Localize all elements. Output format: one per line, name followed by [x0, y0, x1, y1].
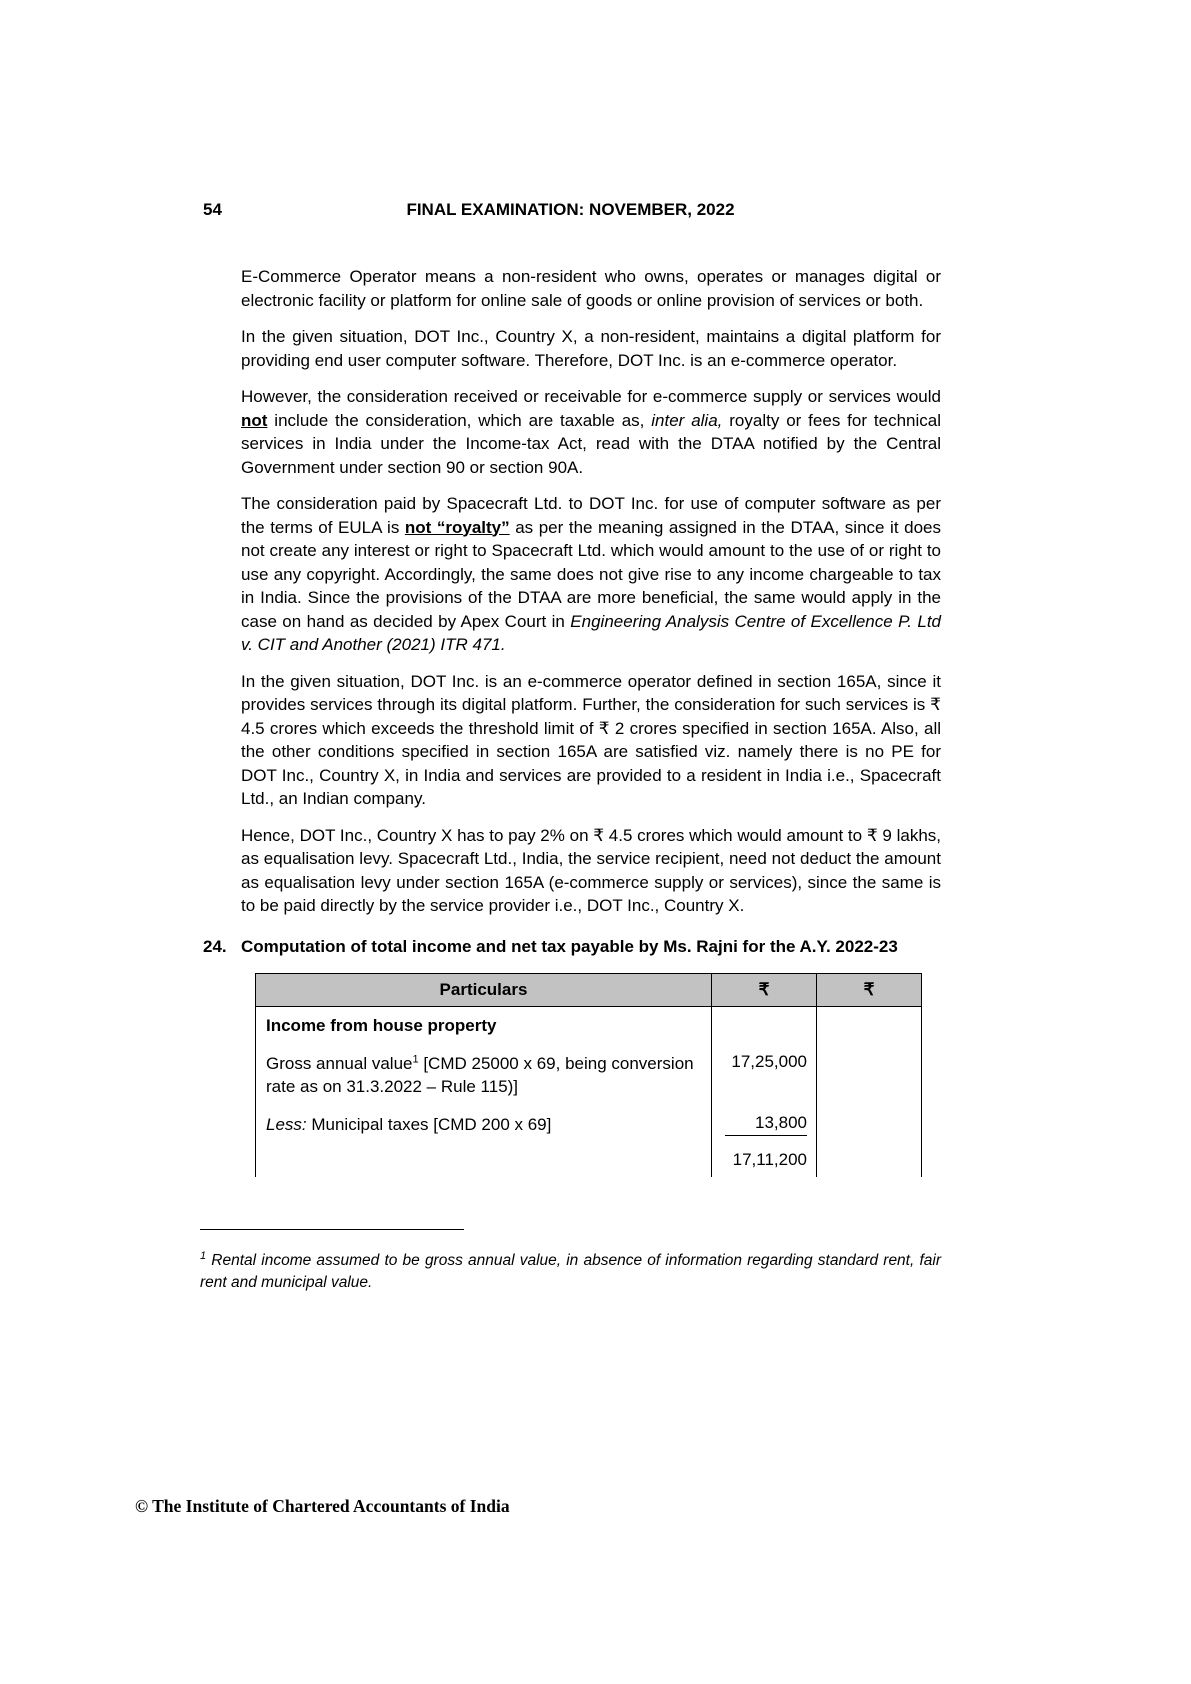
table-row-net-annual-value: [256, 1143, 922, 1177]
table-cell-amount-1: 17,11,200: [712, 1143, 817, 1177]
footnote-separator: [200, 1229, 464, 1230]
municipal-taxes-amount: 13,800: [725, 1113, 807, 1136]
table-cell-particulars: Income from house property: [256, 1007, 712, 1045]
paragraph-consideration-exclusion: However, the consideration received or receivable for e-commerce supply or services would not include the consideration, which are taxable as, inter alia, royalty or fees for technical services in India under the Income-tax Act, read with the DTAA notified by the Central Government under section 90 or section 90A.: [241, 387, 941, 477]
table-header-rupee-1: ₹: [712, 974, 817, 1007]
table-cell-amount-1: [712, 1106, 817, 1144]
table-cell-particulars: Gross annual value$^1$ [CMD 25000 x 69, being conversion rate as on 31.3.2022 – Rule 115)]: [256, 1045, 712, 1106]
header-title: FINAL EXAMINATION: NOVEMBER, 2022: [406, 200, 735, 219]
table-row-gross-annual-value: [256, 1045, 922, 1106]
table-row-income-from-house-property: [256, 1007, 922, 1045]
item-24-title: Computation of total income and net tax payable by Ms. Rajni for the A.Y. 2022-23: [241, 936, 898, 956]
table-cell-particulars: Less: Municipal taxes [CMD 200 x 69]: [256, 1106, 712, 1144]
table-cell-amount-1: [712, 1007, 817, 1045]
page-header: [200, 198, 941, 221]
paragraph-not-royalty: The consideration paid by Spacecraft Ltd. to DOT Inc. for use of computer software as per the terms of EULA is not “royalty” as per the meaning assigned in the DTAA, since it does not create any interest or right to Spacecraft Ltd. which would amount to the use of or right to use any copyright. Accordingly, the same does not give rise to any income chargeable to tax in India. Since the provisions of the DTAA are more beneficial, the same would apply in the case on hand as decided by Apex Court in Engineering Analysis Centre of Excellence P. Ltd v. CIT and Another (2021) ITR 471.: [241, 494, 942, 654]
computation-table-header: [256, 974, 922, 1007]
table-cell-amount-2: [817, 1143, 922, 1177]
table-row-less-municipal-taxes: [256, 1106, 922, 1144]
copyright-footer: © The Institute of Chartered Accountants of India: [135, 1496, 510, 1516]
table-cell-amount-2: [817, 1007, 922, 1045]
table-cell-amount-2: [817, 1045, 922, 1106]
footnote-marker: 1: [200, 1249, 207, 1262]
table-header-rupee-2: ₹: [817, 974, 922, 1007]
paragraph-section-165a: In the given situation, DOT Inc. is an e-commerce operator defined in section 165A, since it provides services through its digital platform. Further, the consideration for such services is ₹ 4.5 crores which exceeds the threshold limit of ₹ 2 crores specified in section 165A. Also, all the other conditions specified in section 165A are satisfied viz. namely there is no PE for DOT Inc., Country X, in India and services are provided to a resident in India i.e., Spacecraft Ltd., an Indian company.: [241, 671, 941, 808]
paragraph-equalisation-levy: Hence, DOT Inc., Country X has to pay 2% on ₹ 4.5 crores which would amount to ₹ 9 lakhs, as equalisation levy. Spacecraft Ltd., India, the service recipient, need not deduct the amount as equalisation levy under section 165A (e-commerce supply or services), since the same is to be paid directly by the service provider i.e., DOT Inc., Country X.: [241, 825, 941, 915]
paragraph-ecommerce-definition: E-Commerce Operator means a non-resident who owns, operates or manages digital or electronic facility or platform for online sale of goods or online provision of services or both.: [241, 267, 941, 310]
table-cell-amount-2: [817, 1106, 922, 1144]
body-text: [200, 265, 941, 1294]
item-24-heading: [203, 935, 941, 959]
page-number: 54: [203, 200, 222, 219]
item-24-number: 24.: [203, 936, 227, 956]
paragraph-given-situation-operator: In the given situation, DOT Inc., Country X, a non-resident, maintains a digital platform for providing end user computer software. Therefore, DOT Inc. is an e-commerce operator.: [241, 327, 941, 370]
table-cell-particulars: [256, 1143, 712, 1177]
page-content: [200, 198, 941, 1294]
footnote-block: [200, 1229, 941, 1294]
footnote-text: Rental income assumed to be gross annual value, in absence of information regarding standard rent, fair rent and municipal value.: [200, 1252, 941, 1291]
table-header-row: [256, 974, 922, 1007]
computation-table: [255, 973, 922, 1177]
table-header-particulars: Particulars: [256, 974, 712, 1007]
footnote: [200, 1250, 941, 1294]
table-cell-amount-1: 17,25,000: [712, 1045, 817, 1106]
